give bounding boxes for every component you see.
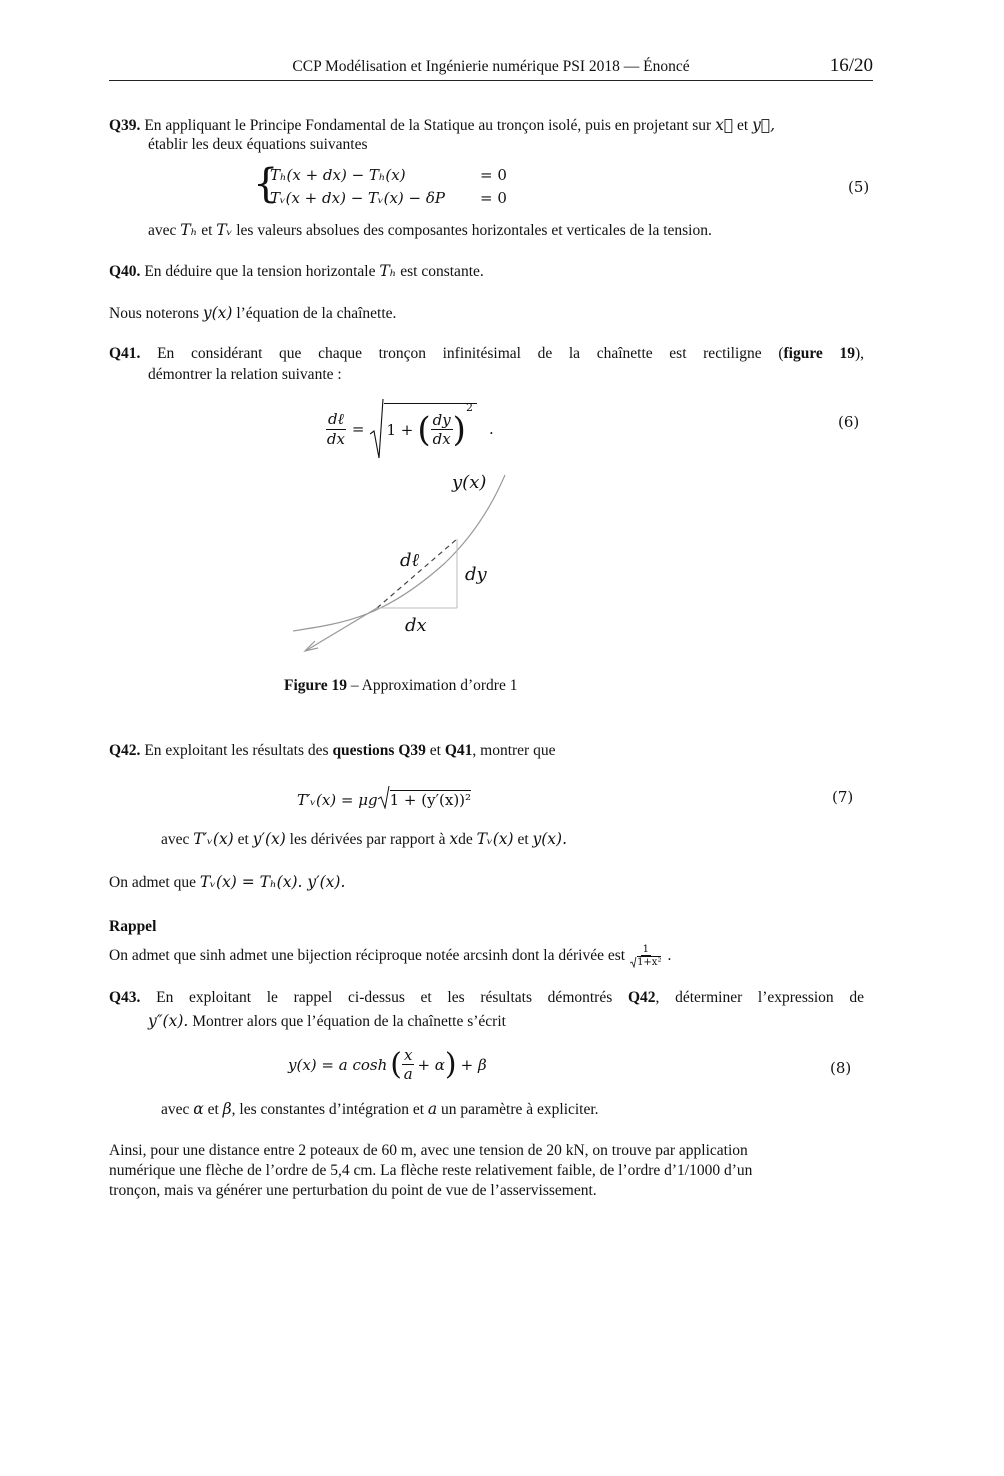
q39-after-et: et	[201, 222, 213, 239]
q40-text-a: En déduire que la tension horizontale	[144, 263, 376, 280]
q39-et: et	[737, 117, 749, 134]
eq8-frac	[402, 1046, 414, 1083]
rappel-frac-num: 1	[642, 944, 649, 955]
q43-ref-q42: Q42	[627, 989, 656, 1006]
header-page-number: 16/20	[829, 55, 873, 76]
note-text-b: l’équation de la chaînette.	[236, 305, 397, 322]
rappel-title: Rappel	[109, 918, 157, 935]
eq6-lhs-frac	[326, 410, 346, 448]
caption-text: – Approximation d’ordre 1	[350, 677, 518, 694]
eq8-frac-num: x	[403, 1046, 413, 1064]
q42-text-c: et	[429, 742, 441, 759]
q40-text-b: est constante.	[400, 263, 484, 280]
q42-after-avec: avec	[161, 831, 190, 848]
q42-after-x: x	[449, 830, 459, 848]
q43-after-a: a	[427, 1100, 438, 1118]
header-title: CCP Modélisation et Ingénierie numérique PSI 2018 — Énoncé	[292, 58, 690, 75]
eq7	[297, 785, 471, 809]
rappel-line	[109, 944, 671, 968]
eq6-number: (6)	[838, 413, 860, 431]
q43-line1	[109, 989, 864, 1007]
sqrt-sign-icon	[370, 398, 384, 460]
q42-after	[161, 830, 567, 849]
fig-label-yx: y(x)	[452, 472, 487, 493]
q42-after-yx: y(x).	[532, 830, 568, 848]
q43-line2	[148, 1012, 506, 1031]
q42-after-text: les dérivées par rapport à	[289, 831, 446, 848]
q43-after-text-c: un paramètre à expliciter.	[441, 1101, 599, 1118]
fig-label-dl: dℓ	[400, 550, 420, 571]
q39-line1	[109, 116, 775, 135]
eq6-one-plus: 1 +	[386, 420, 414, 439]
q40-label: Q40.	[109, 263, 141, 280]
q41-text-a: En considérant que chaque tronçon infinitésimal de la chaînette est rectiligne (	[157, 345, 784, 362]
q43-after-beta: β	[222, 1100, 232, 1118]
admit-line	[109, 873, 345, 892]
q42-text-a: En exploitant les résultats des	[144, 742, 329, 759]
rappel-text: On admet que sinh admet une bijection réciproque notée arcsinh dont la dérivée est	[109, 947, 626, 964]
q43-after-et: et	[207, 1101, 219, 1118]
eq8-number: (8)	[830, 1059, 852, 1077]
note-yx	[109, 304, 396, 323]
q42-line	[109, 742, 555, 760]
admit-text: On admet que	[109, 874, 196, 891]
q41-figure-ref: figure 19	[783, 345, 855, 362]
sqrt-sign-icon	[630, 957, 637, 968]
eq6-radicand: 1 + ( $\frac{dy}{dx}$ ) 2	[384, 403, 477, 452]
system-brace: {	[253, 161, 279, 207]
fig-label-dy: dy	[465, 564, 487, 585]
eq6-rhs-den: dx	[432, 430, 451, 448]
q40	[109, 262, 484, 281]
q41-text-b: ),	[854, 345, 864, 362]
q43-ypp: y″(x).	[148, 1012, 189, 1030]
arrowhead-icon	[305, 641, 318, 651]
page-header	[109, 54, 873, 81]
q39-label: Q39.	[109, 117, 141, 134]
note-y: y(x)	[202, 304, 233, 322]
q39-line2: établir les deux équations suivantes	[148, 136, 368, 153]
q41-line1	[109, 345, 864, 363]
conclusion-line1: Ainsi, pour une distance entre 2 poteaux de 60 m, avec une tension de 20 kN, on trouve par application	[109, 1142, 748, 1159]
eq6-dot: .	[488, 420, 494, 438]
note-text-a: Nous noterons	[109, 305, 199, 322]
eq5-line1: Tₕ(x + dx) − Tₕ(x)	[270, 166, 406, 184]
eq7-radicand: 1 + (y′(x))²	[389, 791, 472, 809]
eq5-line2: Tᵥ(x + dx) − Tᵥ(x) − δP	[270, 189, 446, 207]
q39-after-avec: avec	[148, 222, 177, 239]
rappel-dot: .	[667, 947, 672, 964]
figure-19-caption	[284, 677, 517, 695]
q39-after-text: les valeurs absolues des composantes horizontales et verticales de la tension.	[236, 222, 712, 239]
eq8-beta: + β	[460, 1055, 487, 1074]
eq6-rhs-num: dy	[432, 411, 451, 429]
eq8-alpha: + α	[417, 1055, 445, 1074]
eq6-lhs-den: dx	[326, 430, 345, 448]
q39-after	[148, 221, 712, 240]
fig-label-dx: dx	[405, 615, 427, 636]
q42-label: Q42.	[109, 742, 141, 759]
caption-bold: Figure 19	[284, 677, 347, 694]
conclusion-line2: numérique une flèche de l’ordre de 5,4 cm. La flèche reste relativement faible, de l’ordre d’1/1000 d’un	[109, 1162, 753, 1179]
q41-line2: démontrer la relation suivante :	[148, 366, 342, 383]
q42-after-tv: T′ᵥ(x)	[193, 830, 234, 848]
q43-after-text-b: , les constantes d’intégration et	[231, 1101, 425, 1118]
q43-text-c: Montrer alors que l’équation de la chaînette s’écrit	[192, 1013, 506, 1030]
q39-vector-y: y⃗,	[752, 116, 776, 134]
conclusion-line3: tronçon, mais va générer une perturbation du point de vue de l’asservissement.	[109, 1182, 597, 1199]
q42-after-et2: et	[517, 831, 529, 848]
q42-after-de: de	[458, 831, 473, 848]
eq6-equals: =	[351, 420, 365, 438]
rappel-frac	[630, 944, 661, 968]
eq6-square: 2	[465, 401, 473, 414]
q43-text-a: En exploitant le rappel ci-dessus et les résultats démontrés	[156, 989, 613, 1006]
q42-ref-q41: Q41	[444, 742, 473, 759]
eq7-lhs: T′ᵥ(x) = μg	[297, 791, 378, 809]
q42-after-tvx: Tᵥ(x)	[476, 830, 514, 848]
q39-after-th: Tₕ	[180, 221, 198, 239]
eq5-number: (5)	[848, 178, 870, 196]
q43-after-alpha: α	[193, 1100, 204, 1118]
q43-label: Q43.	[109, 989, 141, 1006]
eq8-lhs: y(x) = a cosh	[288, 1055, 388, 1074]
admit-equation: Tᵥ(x) = Tₕ(x). y′(x).	[199, 873, 346, 891]
eq6-rhs-frac	[431, 411, 453, 448]
q41-label: Q41.	[109, 345, 141, 362]
q42-text-e: , montrer que	[472, 742, 556, 759]
eq5-line2-rhs: = 0	[480, 189, 507, 207]
eq7-number: (7)	[832, 788, 854, 806]
eq6	[326, 398, 494, 460]
q42-after-et: et	[237, 831, 249, 848]
q43-text-b: , déterminer l’expression de	[655, 989, 865, 1006]
eq8: y(x) = a cosh ( $\frac{x}{a}$ + α ) + β	[288, 1046, 487, 1083]
tangent-line	[307, 608, 377, 650]
q43-after	[161, 1100, 599, 1119]
eq8-frac-den: a	[403, 1065, 413, 1083]
q42-ref-q39: questions Q39	[332, 742, 426, 759]
q43-after-avec: avec	[161, 1101, 190, 1118]
q40-th: Tₕ	[379, 262, 397, 280]
q42-after-y: y′(x)	[252, 830, 286, 848]
sqrt-sign-icon	[378, 785, 390, 809]
q39-text: En appliquant le Principe Fondamental de la Statique au tronçon isolé, puis en projetant sur	[144, 117, 712, 134]
q39-after-tv: Tᵥ	[216, 221, 233, 239]
eq6-lhs-num: dℓ	[328, 410, 344, 428]
eq5-line1-rhs: = 0	[480, 166, 507, 184]
rappel-frac-den: 1+x²	[637, 957, 662, 968]
q39-vector-x: x⃗	[715, 116, 734, 134]
